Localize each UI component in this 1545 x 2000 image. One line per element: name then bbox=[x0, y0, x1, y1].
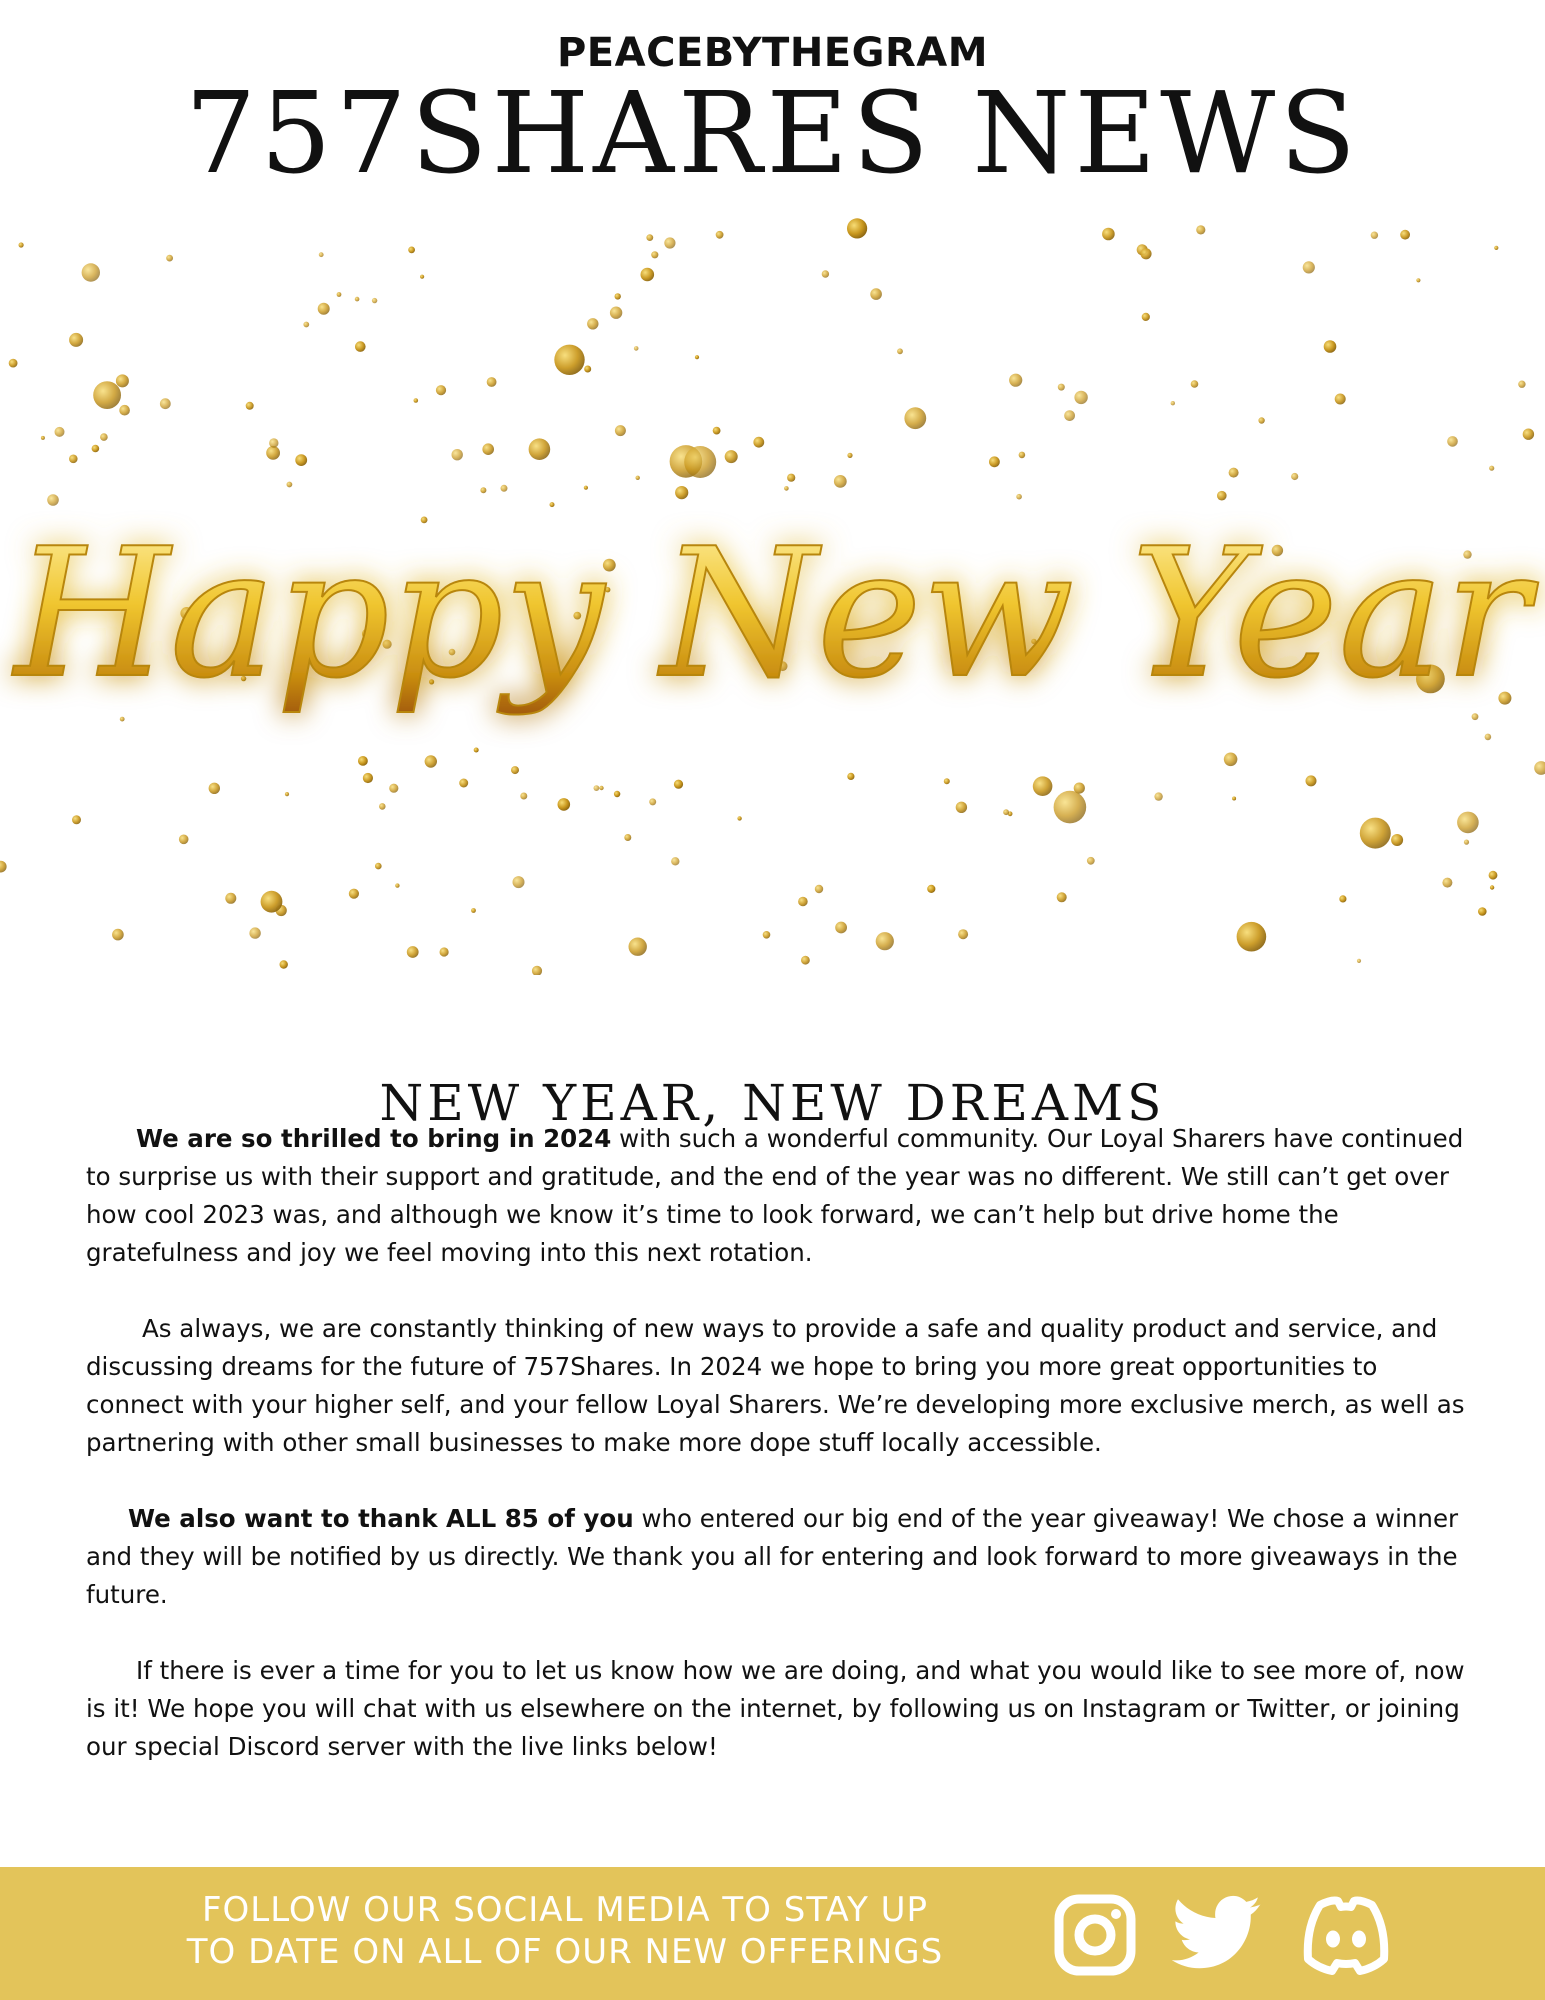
confetti-dot bbox=[395, 883, 399, 887]
confetti-dot bbox=[1485, 734, 1492, 741]
paragraph-text: If there is ever a time for you to let us know how we are doing, and what you would like to see more of, now is it! We hope you will chat with us elsewhere on the internet, by following us on Instagram or Twitter, or joining our special Discord server with the live links below! bbox=[86, 1656, 1465, 1761]
confetti-dot bbox=[179, 835, 189, 845]
confetti-dot bbox=[414, 398, 419, 403]
confetti-dot bbox=[1371, 232, 1378, 239]
confetti-dot bbox=[1291, 473, 1298, 480]
confetti-dot bbox=[436, 385, 446, 395]
confetti-dot bbox=[695, 355, 699, 359]
confetti-dot bbox=[1489, 871, 1498, 880]
paragraph-2 bbox=[86, 1310, 1466, 1462]
confetti-dot bbox=[649, 798, 656, 805]
confetti-dot bbox=[1087, 857, 1095, 865]
confetti-dot bbox=[870, 288, 882, 300]
confetti-dot bbox=[944, 778, 950, 784]
confetti-dot bbox=[1196, 225, 1205, 234]
confetti-dot bbox=[1447, 436, 1458, 447]
paragraph-1 bbox=[86, 1120, 1466, 1272]
confetti-dot bbox=[532, 966, 542, 975]
confetti-dot bbox=[420, 275, 424, 279]
confetti-dot bbox=[1237, 922, 1267, 952]
confetti-dot bbox=[641, 268, 655, 282]
confetti-dot bbox=[487, 377, 497, 387]
confetti-dot bbox=[47, 494, 59, 506]
confetti-dot bbox=[624, 834, 631, 841]
article-body bbox=[86, 1120, 1466, 1804]
confetti-dot bbox=[927, 885, 935, 893]
confetti-dot bbox=[19, 242, 24, 247]
confetti-dot bbox=[1339, 895, 1346, 902]
confetti-dot bbox=[1033, 776, 1053, 796]
confetti-dot bbox=[1523, 429, 1534, 440]
confetti-dot bbox=[358, 756, 368, 766]
confetti-dot bbox=[1306, 775, 1317, 786]
twitter-link[interactable] bbox=[1172, 1893, 1262, 1978]
discord-link[interactable] bbox=[1298, 1893, 1394, 1982]
confetti-dot bbox=[1416, 278, 1420, 282]
discord-icon bbox=[1298, 1893, 1394, 1977]
confetti-dot bbox=[1058, 384, 1065, 391]
confetti-dot bbox=[956, 802, 967, 813]
confetti-dot bbox=[1534, 761, 1545, 775]
footer-cta-line-1: FOLLOW OUR SOCIAL MEDIA TO STAY UP bbox=[201, 1890, 929, 1930]
confetti-dot bbox=[646, 234, 653, 241]
confetti-dot bbox=[558, 798, 571, 811]
confetti-dot bbox=[355, 297, 360, 302]
confetti-dot bbox=[801, 956, 810, 965]
confetti-dot bbox=[520, 793, 527, 800]
confetti-dot bbox=[501, 485, 508, 492]
confetti-dot bbox=[375, 863, 382, 870]
confetti-dot bbox=[72, 815, 81, 824]
confetti-dot bbox=[784, 486, 789, 491]
confetti-dot bbox=[1171, 401, 1175, 405]
confetti-dot bbox=[372, 298, 377, 303]
paragraph-lead: We also want to thank ALL 85 of you bbox=[128, 1504, 634, 1533]
confetti-dot bbox=[834, 475, 847, 488]
confetti-dot bbox=[1494, 246, 1498, 250]
confetti-dot bbox=[1057, 892, 1067, 902]
confetti-dot bbox=[41, 436, 45, 440]
confetti-dot bbox=[651, 251, 658, 258]
confetti-dot bbox=[452, 449, 463, 460]
confetti-dot bbox=[1016, 494, 1022, 500]
confetti-dot bbox=[1464, 840, 1469, 845]
confetti-dot bbox=[904, 407, 926, 429]
paragraph-text: who entered our big end of the year giveaway! We chose a winner and they will be notified by us directly. We thank you all for entering and look forward to more giveaways in the future. bbox=[86, 1504, 1459, 1609]
confetti-dot bbox=[671, 857, 679, 865]
confetti-dot bbox=[1303, 261, 1315, 273]
confetti-dot bbox=[594, 785, 600, 791]
happy-new-year-banner bbox=[0, 215, 1545, 975]
confetti-dot bbox=[815, 885, 823, 893]
confetti-dot bbox=[69, 333, 83, 347]
confetti-dot bbox=[599, 786, 603, 790]
paragraph-3 bbox=[86, 1500, 1466, 1614]
confetti-dot bbox=[112, 929, 124, 941]
confetti-dot bbox=[287, 482, 293, 488]
confetti-dot bbox=[407, 946, 419, 958]
confetti-dot bbox=[615, 293, 621, 299]
confetti-dot bbox=[897, 348, 903, 354]
confetti-dot bbox=[1102, 228, 1115, 241]
confetti-dot bbox=[319, 252, 324, 257]
masthead-title: 757SHARES NEWS bbox=[184, 69, 1361, 199]
confetti-dot bbox=[1258, 417, 1264, 423]
confetti-dot bbox=[587, 318, 598, 329]
paragraph-4 bbox=[86, 1652, 1466, 1766]
confetti-dot bbox=[1335, 394, 1346, 405]
confetti-dot bbox=[1478, 907, 1487, 916]
confetti-dot bbox=[847, 218, 867, 238]
confetti-dot bbox=[674, 780, 683, 789]
confetti-dot bbox=[318, 303, 330, 315]
paragraph-text: with such a wonderful community. Our Loyal Sharers have continued to surprise us with their support and gratitude, and the end of the year was no different. We still can’t get over how cool 2023 was, and although we know it’s time to look forward, we can’t help but drive home the gratefulness and joy we feel moving into this next rotation. bbox=[86, 1124, 1464, 1267]
confetti-dot bbox=[482, 443, 494, 455]
confetti-dot bbox=[1400, 230, 1410, 240]
confetti-dot bbox=[82, 263, 100, 281]
paragraph-lead: We are so thrilled to bring in 2024 bbox=[136, 1124, 612, 1153]
confetti-dot bbox=[9, 359, 18, 368]
confetti-dot bbox=[269, 438, 278, 447]
confetti-dot bbox=[166, 255, 173, 262]
confetti-dot bbox=[615, 425, 626, 436]
confetti-dot bbox=[1232, 797, 1236, 801]
confetti-dot bbox=[684, 446, 716, 478]
footer-cta-line-2: TO DATE ON ALL OF OUR NEW OFFERINGS bbox=[186, 1932, 944, 1972]
confetti-dot bbox=[459, 779, 468, 788]
confetti-dot bbox=[1191, 380, 1199, 388]
kicker-title: PEACEBYTHEGRAM bbox=[556, 30, 989, 76]
confetti-dot bbox=[511, 766, 519, 774]
confetti-dot bbox=[629, 938, 647, 956]
confetti-dot bbox=[471, 908, 476, 913]
confetti-dot bbox=[989, 456, 1000, 467]
confetti-dot bbox=[440, 947, 449, 956]
confetti-dot bbox=[246, 402, 254, 410]
confetti-dot bbox=[116, 374, 129, 387]
confetti-dot bbox=[713, 427, 721, 435]
confetti-dot bbox=[389, 784, 398, 793]
greeting-script: Happy New Year bbox=[14, 510, 1530, 717]
confetti-dot bbox=[1360, 818, 1391, 849]
confetti-dot bbox=[425, 755, 437, 767]
confetti-dot bbox=[614, 791, 620, 797]
footer-cta bbox=[150, 1889, 980, 1973]
confetti-dot bbox=[822, 270, 829, 277]
confetti-dot bbox=[1229, 468, 1239, 478]
confetti-dot bbox=[835, 922, 847, 934]
confetti-dot bbox=[1357, 959, 1361, 963]
confetti-dot bbox=[280, 960, 288, 968]
confetti-dot bbox=[92, 445, 100, 453]
paragraph-text: As always, we are constantly thinking of new ways to provide a safe and quality product and service, and discussing dreams for the future of 757Shares. In 2024 we hope to bring you more great opportunities to connect with your higher self, and your fellow Loyal Sharers. We’re developing more exclusive merch, as well as partnering with other small businesses to make more dope stuff locally accessible. bbox=[86, 1314, 1465, 1457]
section-heading: NEW YEAR, NEW DREAMS bbox=[379, 1073, 1166, 1132]
instagram-link[interactable] bbox=[1053, 1893, 1137, 1982]
footer-bar bbox=[0, 1867, 1545, 2000]
confetti-dot bbox=[1457, 812, 1479, 834]
confetti-dot bbox=[355, 341, 366, 352]
confetti-dot bbox=[1518, 381, 1525, 388]
confetti-dot bbox=[1490, 885, 1494, 889]
confetti-dot bbox=[160, 398, 171, 409]
confetti-dot bbox=[100, 433, 108, 441]
confetti-dot bbox=[261, 891, 283, 913]
confetti-dot bbox=[675, 486, 688, 499]
confetti-dot bbox=[249, 927, 260, 938]
confetti-dot bbox=[634, 346, 639, 351]
confetti-dot bbox=[1391, 834, 1403, 846]
confetti-dot bbox=[787, 474, 795, 482]
confetti-dot bbox=[337, 292, 342, 297]
confetti-dot bbox=[1054, 791, 1087, 824]
confetti-dot bbox=[474, 748, 479, 753]
confetti-dot bbox=[363, 773, 373, 783]
twitter-icon bbox=[1172, 1893, 1262, 1973]
confetti-dot bbox=[1140, 248, 1151, 259]
confetti-dot bbox=[529, 438, 551, 460]
confetti-dot bbox=[847, 453, 852, 458]
confetti-dot bbox=[753, 437, 764, 448]
confetti-dot bbox=[93, 381, 121, 409]
confetti-dot bbox=[1074, 391, 1087, 404]
confetti-dot bbox=[1142, 313, 1150, 321]
confetti-dot bbox=[295, 454, 307, 466]
confetti-dot bbox=[1224, 753, 1238, 767]
confetti-dot bbox=[0, 861, 7, 873]
confetti-dot bbox=[225, 893, 236, 904]
confetti-dot bbox=[379, 803, 386, 810]
confetti-dot bbox=[610, 307, 622, 319]
confetti-dot bbox=[584, 486, 588, 490]
confetti-dot bbox=[303, 322, 309, 328]
confetti-dot bbox=[725, 450, 738, 463]
confetti-dot bbox=[266, 446, 280, 460]
confetti-dot bbox=[1064, 410, 1075, 421]
confetti-dot bbox=[480, 487, 486, 493]
confetti-dot bbox=[876, 932, 894, 950]
confetti-dot bbox=[119, 405, 130, 416]
confetti-dot bbox=[1009, 374, 1022, 387]
confetti-dot bbox=[285, 792, 289, 796]
confetti-dot bbox=[550, 502, 555, 507]
confetti-dot bbox=[1019, 452, 1026, 459]
confetti-dot bbox=[958, 929, 968, 939]
confetti-dot bbox=[716, 231, 724, 239]
confetti-dot bbox=[209, 783, 220, 794]
confetti-dot bbox=[1324, 340, 1337, 353]
confetti-dot bbox=[584, 366, 591, 373]
confetti-dot bbox=[798, 897, 808, 907]
confetti-dot bbox=[763, 931, 771, 939]
confetti-dot bbox=[1442, 878, 1452, 888]
confetti-dot bbox=[120, 717, 125, 722]
confetti-dot bbox=[1217, 491, 1227, 501]
confetti-dot bbox=[554, 345, 584, 375]
confetti-dot bbox=[664, 237, 675, 248]
confetti-dot bbox=[513, 876, 525, 888]
confetti-dot bbox=[737, 816, 741, 820]
confetti-dot bbox=[636, 476, 640, 480]
confetti-dot bbox=[55, 427, 65, 437]
confetti-dot bbox=[1154, 792, 1162, 800]
confetti-dot bbox=[847, 773, 854, 780]
instagram-icon bbox=[1053, 1893, 1137, 1977]
confetti-dot bbox=[408, 247, 415, 254]
confetti-dot bbox=[69, 455, 78, 464]
confetti-dot bbox=[1489, 466, 1494, 471]
confetti-dot bbox=[349, 889, 359, 899]
confetti-dot bbox=[1003, 809, 1009, 815]
